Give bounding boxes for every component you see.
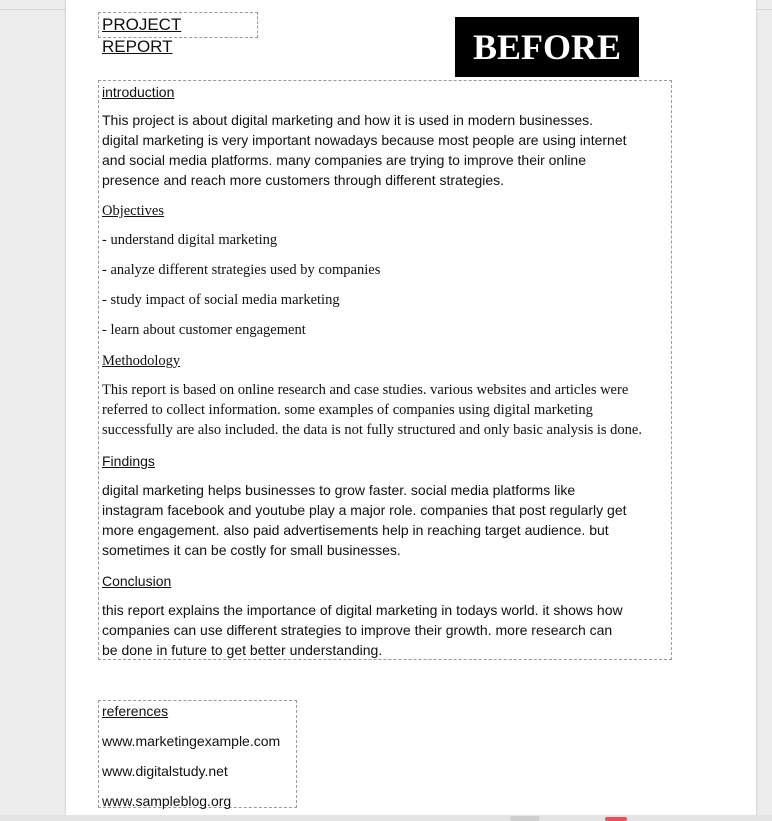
findings-heading: Findings: [102, 453, 155, 469]
conclusion-line: be done in future to get better understanding.: [102, 642, 383, 658]
references-heading: references: [102, 703, 169, 719]
objective-item: - study impact of social media marketing: [102, 292, 340, 308]
objective-item: - learn about customer engagement: [102, 322, 306, 338]
conclusion-line: companies can use different strategies to improve their growth. more research can: [102, 622, 613, 638]
conclusion-line: this report explains the importance of digital marketing in todays world. it shows how: [102, 602, 623, 618]
objectives-heading: Objectives: [102, 203, 165, 219]
status-indicator: [605, 817, 627, 821]
reference-item: www.sampleblog.org: [102, 793, 232, 809]
horizontal-scrollbar[interactable]: [0, 815, 772, 821]
reference-item: www.marketingexample.com: [102, 733, 281, 749]
before-badge: BEFORE: [455, 17, 639, 77]
findings-line: sometimes it can be costly for small businesses.: [102, 542, 401, 558]
main-content-textbox[interactable]: [98, 80, 672, 660]
introduction-line: presence and reach more customers through different strategies.: [102, 172, 505, 188]
objective-item: - understand digital marketing: [102, 232, 278, 248]
methodology-line: This report is based on online research and case studies. various websites and articles were: [102, 382, 629, 398]
conclusion-heading: Conclusion: [102, 573, 172, 589]
introduction-line: This project is about digital marketing and how it is used in modern businesses.: [102, 112, 594, 128]
introduction-heading: introduction: [102, 84, 175, 100]
page-title: PROJECT REPORT: [102, 15, 182, 56]
introduction-line: digital marketing is very important nowadays because most people are using internet: [102, 132, 627, 148]
findings-line: more engagement. also paid advertisements help in reaching target audience. but: [102, 522, 609, 538]
methodology-line: successfully are also included. the data is not fully structured and only basic analysis is done.: [102, 422, 642, 438]
objective-item: - analyze different strategies used by companies: [102, 262, 381, 278]
scrollbar-thumb[interactable]: [510, 816, 540, 821]
reference-item: www.digitalstudy.net: [102, 763, 228, 779]
references-textbox[interactable]: [98, 700, 297, 808]
title-textbox[interactable]: [98, 12, 258, 56]
findings-line: digital marketing helps businesses to grow faster. social media platforms like: [102, 482, 576, 498]
methodology-line: referred to collect information. some examples of companies using digital marketing: [102, 402, 593, 418]
introduction-line: and social media platforms. many companies are trying to improve their online: [102, 152, 587, 168]
methodology-heading: Methodology: [102, 353, 181, 369]
findings-line: instagram facebook and youtube play a major role. companies that post regularly get: [102, 502, 627, 518]
